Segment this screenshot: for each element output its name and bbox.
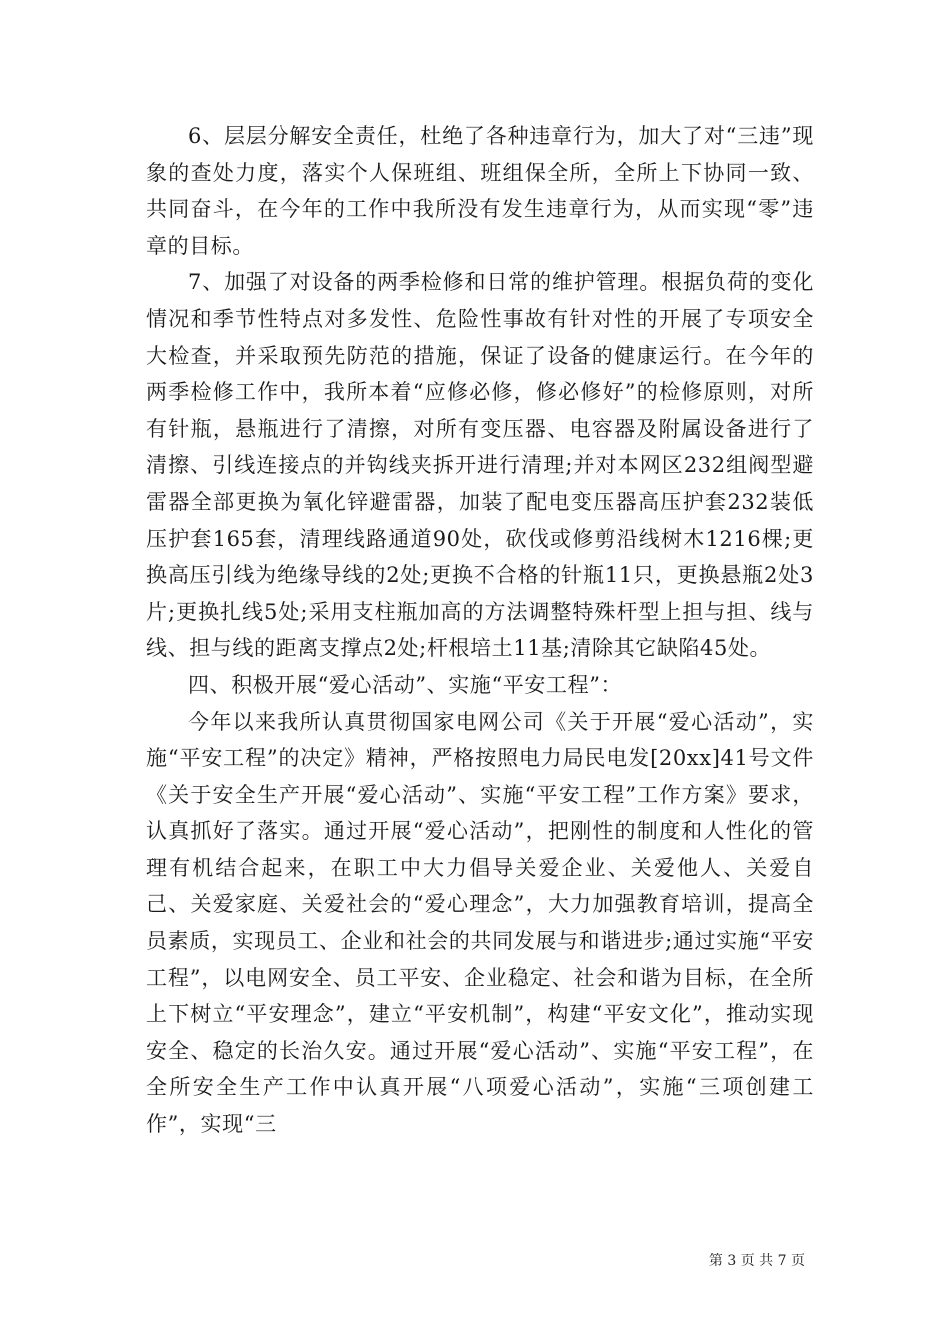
section-heading-4: 四、积极开展“爱心活动”、实施“平安工程”： — [188, 672, 623, 697]
page-number-footer: 第 3 页 共 7 页 — [708, 1253, 805, 1269]
paragraph-item-7: 7、加强了对设备的两季检修和日常的维护管理。根据负荷的变化情况和季节性特点对多发性、危险性事故有针对性的开展了专项安全大检查，并采取预先防范的措施，保证了设备的健康运行。在今年的两季检修工作中，我所本着“应修必修，修必修好”的检修原则，对所有针瓶，悬瓶进行了清擦，对所有变压器、电容器及附属设备进行了清擦、引线连接点的并钩线夹拆开进行清理;并对本网区232组阀型避雷器全部更换为氧化锌避雷器，加装了配电变压器高压护套232装低压护套165套，清理线路通道90处，砍伐或修剪沿线树木1216棵;更换高压引线为绝缘导线的2处;更换不合格的针瓶11只，更换悬瓶2处3片;更换扎线5处;采用支柱瓶加高的方法调整特殊杆型上担与担、线与线、担与线的距离支撑点2处;杆根培土11基;清除其它缺陷45处。 — [146, 270, 814, 661]
paragraph-love-activity: 今年以来我所认真贯彻国家电网公司《关于开展“爱心活动”，实施“平安工程”的决定》精神，严格按照电力局民电发[20xx]41号文件《关于安全生产开展“爱心活动”、实施“平安工程”工作方案》要求，认真抓好了落实。通过开展“爱心活动”，把刚性的制度和人性化的管理有机结合起来，在职工中大力倡导关爱企业、关爱他人、关爱自己、关爱家庭、关爱社会的“爱心理念”，大力加强教育培训，提高全员素质，实现员工、企业和社会的共同发展与和谐进步;通过实施“平安工程”，以电网安全、员工平安、企业稳定、社会和谐为目标，在全所上下树立“平安理念”，建立“平安机制”，构建“平安文化”，推动实现安全、稳定的长治久安。通过开展“爱心活动”、实施“平安工程”，在全所安全生产工作中认真开展“八项爱心活动”，实施“三项创建工作”，实现“三 — [146, 709, 814, 1137]
paragraph-item-6: 6、层层分解安全责任，杜绝了各种违章行为，加大了对“三违”现象的查处力度，落实个人保班组、班组保全所，全所上下协同一致、共同奋斗，在今年的工作中我所没有发生违章行为，从而实现“零”违章的目标。 — [146, 124, 814, 258]
document-body — [146, 118, 814, 1143]
